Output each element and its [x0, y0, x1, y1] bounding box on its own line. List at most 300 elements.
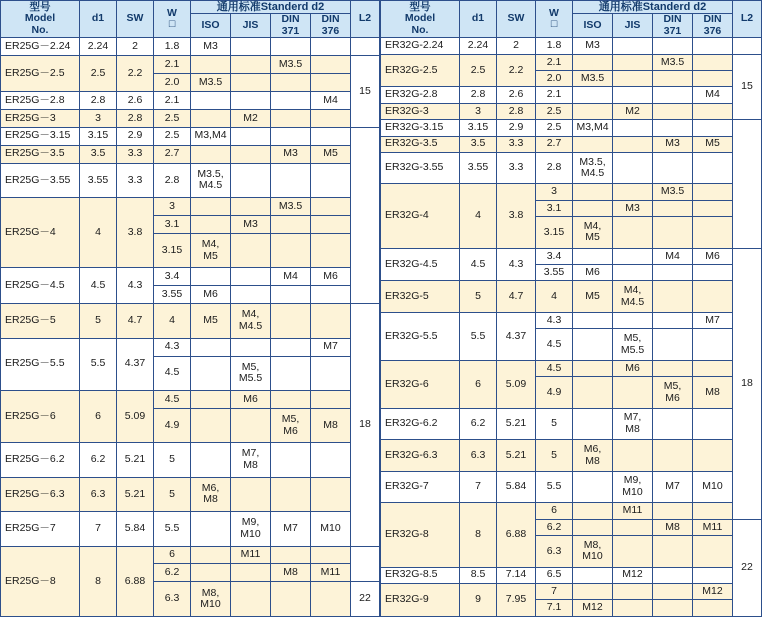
table-row	[1, 109, 380, 127]
cell-din371: M3	[271, 145, 311, 163]
cell-w: 5	[154, 443, 191, 477]
header-jis: JIS	[613, 14, 653, 38]
cell-iso	[191, 356, 231, 390]
cell-jis: M2	[231, 109, 271, 127]
cell-iso	[191, 91, 231, 109]
cell-jis	[613, 583, 653, 599]
cell-din376	[693, 70, 733, 86]
cell-w: 6.2	[536, 519, 573, 535]
cell-din376: M11	[693, 519, 733, 535]
cell-w: 2.1	[154, 91, 191, 109]
table-row	[1, 268, 380, 286]
cell-din376: M5	[693, 136, 733, 152]
cell-din376	[311, 127, 351, 145]
table-row	[381, 248, 762, 264]
cell-d1: 3.55	[80, 163, 117, 197]
cell-iso	[573, 200, 613, 216]
cell-l2: 22	[351, 582, 380, 617]
cell-l2	[733, 38, 762, 54]
cell-l2: 15	[733, 54, 762, 120]
cell-jis: M3	[613, 200, 653, 216]
cell-din371	[271, 127, 311, 145]
table-row	[381, 120, 762, 136]
header-model: 型号 Model No.	[381, 1, 460, 38]
cell-sw: 2.2	[497, 54, 536, 87]
cell-w: 2.5	[154, 109, 191, 127]
cell-l2	[351, 127, 380, 303]
cell-din371	[653, 152, 693, 184]
cell-din376	[693, 503, 733, 519]
cell-jis: M3	[231, 215, 271, 233]
cell-d1: 6	[460, 360, 497, 408]
cell-w: 6	[536, 503, 573, 519]
cell-iso: M3.5, M4.5	[573, 152, 613, 184]
cell-jis	[613, 600, 653, 617]
header-sw: SW	[117, 1, 154, 38]
header-din376: DIN 376	[693, 14, 733, 38]
cell-d1: 2.24	[460, 38, 497, 54]
cell-jis	[231, 74, 271, 92]
cell-d1: 3.5	[80, 145, 117, 163]
header-d1: d1	[460, 1, 497, 38]
cell-din376: M7	[693, 312, 733, 328]
cell-jis: M5, M5.5	[613, 329, 653, 361]
cell-iso	[573, 54, 613, 70]
table-row	[1, 145, 380, 163]
cell-d1: 6.3	[460, 440, 497, 472]
cell-model: ER25G－2.24	[1, 38, 80, 56]
cell-d1: 8	[460, 503, 497, 567]
cell-model: ER25G－5	[1, 304, 80, 338]
cell-iso	[191, 512, 231, 546]
cell-sw: 5.09	[497, 360, 536, 408]
cell-din371	[653, 38, 693, 54]
cell-l2: 18	[351, 304, 380, 546]
cell-din376	[693, 38, 733, 54]
header-model: 型号 Model No.	[1, 1, 80, 38]
table-header-er32g	[381, 1, 762, 38]
cell-model: ER25G－3.15	[1, 127, 80, 145]
cell-model: ER25G－2.8	[1, 91, 80, 109]
cell-sw: 3.3	[117, 163, 154, 197]
cell-w: 5.5	[154, 512, 191, 546]
cell-jis	[231, 268, 271, 286]
table-row	[381, 312, 762, 328]
table-row	[1, 443, 380, 477]
cell-sw: 2	[117, 38, 154, 56]
cell-din371	[271, 477, 311, 511]
cell-din376: M12	[693, 583, 733, 599]
cell-din371	[271, 215, 311, 233]
cell-w: 2.1	[536, 87, 573, 103]
cell-w: 7.1	[536, 600, 573, 617]
cell-w: 2.1	[536, 54, 573, 70]
cell-iso: M3	[573, 38, 613, 54]
cell-din376	[311, 74, 351, 92]
cell-w: 2.5	[536, 103, 573, 119]
cell-d1: 6	[80, 390, 117, 442]
cell-din371	[653, 360, 693, 376]
cell-din371: M5, M6	[653, 377, 693, 409]
cell-iso: M6, M8	[191, 477, 231, 511]
cell-din376	[311, 109, 351, 127]
cell-iso: M4, M5	[191, 233, 231, 267]
table-row	[381, 184, 762, 200]
cell-jis: M6	[231, 390, 271, 408]
cell-iso: M5	[191, 304, 231, 338]
cell-din376	[693, 217, 733, 249]
table-row	[381, 440, 762, 472]
cell-iso	[191, 546, 231, 564]
cell-w: 2.8	[536, 152, 573, 184]
cell-din376	[693, 184, 733, 200]
cell-w: 3.1	[154, 215, 191, 233]
cell-iso	[191, 564, 231, 582]
cell-iso: M6	[573, 265, 613, 281]
header-d1: d1	[80, 1, 117, 38]
cell-w: 3.15	[536, 217, 573, 249]
cell-w: 2.8	[154, 163, 191, 197]
cell-w: 5.5	[536, 471, 573, 503]
cell-w: 4.3	[536, 312, 573, 328]
cell-iso: M4, M5	[573, 217, 613, 249]
cell-din376	[311, 443, 351, 477]
cell-jis	[231, 564, 271, 582]
cell-din371	[653, 567, 693, 583]
cell-jis	[613, 217, 653, 249]
cell-din371: M4	[271, 268, 311, 286]
cell-iso	[191, 109, 231, 127]
cell-l2	[351, 38, 380, 56]
cell-model: ER25G－4.5	[1, 268, 80, 304]
cell-din376	[693, 265, 733, 281]
cell-din371	[271, 338, 311, 356]
cell-jis: M6	[613, 360, 653, 376]
cell-din376	[311, 286, 351, 304]
cell-d1: 9	[460, 583, 497, 616]
cell-jis: M9, M10	[613, 471, 653, 503]
header-w: W □	[536, 1, 573, 38]
header-standard: 通用标准Standerd d2	[191, 1, 351, 14]
cell-model: ER25G－4	[1, 198, 80, 268]
cell-d1: 4.5	[80, 268, 117, 304]
cell-iso	[191, 268, 231, 286]
cell-model: ER32G-8.5	[381, 567, 460, 583]
table-row	[381, 583, 762, 599]
cell-jis	[613, 120, 653, 136]
cell-iso	[191, 443, 231, 477]
cell-sw: 2.8	[117, 109, 154, 127]
cell-iso	[573, 567, 613, 583]
cell-din376: M5	[311, 145, 351, 163]
cell-d1: 8.5	[460, 567, 497, 583]
header-iso: ISO	[573, 14, 613, 38]
cell-iso	[191, 215, 231, 233]
cell-iso	[191, 145, 231, 163]
cell-iso	[191, 338, 231, 356]
cell-w: 2.7	[154, 145, 191, 163]
cell-d1: 6.2	[460, 408, 497, 440]
table-row	[1, 163, 380, 197]
table-row	[381, 54, 762, 70]
cell-w: 7	[536, 583, 573, 599]
cell-iso	[573, 471, 613, 503]
cell-jis	[231, 582, 271, 617]
cell-sw: 2	[497, 38, 536, 54]
cell-jis	[613, 248, 653, 264]
cell-sw: 3.3	[117, 145, 154, 163]
cell-din371	[271, 74, 311, 92]
cell-w: 4	[536, 281, 573, 313]
cell-d1: 3.15	[80, 127, 117, 145]
cell-din376	[311, 233, 351, 267]
header-iso: ISO	[191, 14, 231, 38]
cell-sw: 6.88	[497, 503, 536, 567]
cell-iso	[573, 329, 613, 361]
cell-din376	[311, 390, 351, 408]
cell-din376	[311, 38, 351, 56]
cell-model: ER25G－3	[1, 109, 80, 127]
cell-din371: M8	[653, 519, 693, 535]
table-row	[381, 281, 762, 313]
cell-w: 4.5	[154, 390, 191, 408]
cell-sw: 5.21	[497, 440, 536, 472]
cell-din376: M8	[311, 408, 351, 442]
cell-iso	[573, 136, 613, 152]
table-row	[1, 127, 380, 145]
header-sw: SW	[497, 1, 536, 38]
header-din376: DIN 376	[311, 14, 351, 38]
cell-d1: 8	[80, 546, 117, 616]
cell-sw: 5.09	[117, 390, 154, 442]
table-er32g	[380, 0, 762, 617]
cell-sw: 3.3	[497, 152, 536, 184]
cell-l2	[733, 120, 762, 249]
cell-din376: M10	[311, 512, 351, 546]
cell-sw: 2.2	[117, 56, 154, 92]
table-row	[381, 503, 762, 519]
cell-din371: M7	[653, 471, 693, 503]
cell-l2: 15	[351, 56, 380, 128]
cell-jis: M4, M4.5	[231, 304, 271, 338]
cell-model: ER25G－6.3	[1, 477, 80, 511]
cell-iso: M6	[191, 286, 231, 304]
cell-din371: M3.5	[653, 184, 693, 200]
cell-jis	[231, 91, 271, 109]
cell-sw: 2.6	[117, 91, 154, 109]
cell-iso: M12	[573, 600, 613, 617]
cell-model: ER25G－6.2	[1, 443, 80, 477]
cell-d1: 7	[460, 471, 497, 503]
cell-iso	[573, 360, 613, 376]
cell-iso	[191, 408, 231, 442]
cell-l2: 22	[733, 519, 762, 616]
cell-d1: 4	[80, 198, 117, 268]
cell-iso	[573, 312, 613, 328]
cell-d1: 5	[460, 281, 497, 313]
cell-jis	[231, 145, 271, 163]
cell-iso: M3	[191, 38, 231, 56]
cell-sw: 7.14	[497, 567, 536, 583]
cell-din371	[653, 503, 693, 519]
cell-iso: M3,M4	[191, 127, 231, 145]
cell-w: 6.2	[154, 564, 191, 582]
cell-d1: 6.3	[80, 477, 117, 511]
cell-sw: 4.3	[117, 268, 154, 304]
cell-din376	[311, 546, 351, 564]
cell-din371: M4	[653, 248, 693, 264]
cell-jis: M7, M8	[613, 408, 653, 440]
cell-din376	[311, 198, 351, 216]
cell-jis: M12	[613, 567, 653, 583]
cell-din376	[693, 536, 733, 568]
cell-d1: 2.8	[80, 91, 117, 109]
cell-din376	[693, 152, 733, 184]
cell-din371	[271, 109, 311, 127]
cell-model: ER32G-3.5	[381, 136, 460, 152]
cell-iso: M3.5, M4.5	[191, 163, 231, 197]
cell-w: 4.5	[536, 329, 573, 361]
cell-sw: 2.6	[497, 87, 536, 103]
cell-model: ER32G-3.15	[381, 120, 460, 136]
cell-iso: M8, M10	[191, 582, 231, 617]
cell-d1: 2.24	[80, 38, 117, 56]
cell-sw: 3.3	[497, 136, 536, 152]
table-row	[381, 360, 762, 376]
cell-sw: 2.9	[117, 127, 154, 145]
cell-d1: 2.5	[460, 54, 497, 87]
cell-jis	[231, 233, 271, 267]
cell-din371	[271, 286, 311, 304]
cell-sw: 4.3	[497, 248, 536, 281]
cell-w: 5	[536, 440, 573, 472]
table-row	[381, 38, 762, 54]
cell-din371	[271, 443, 311, 477]
cell-w: 4.5	[536, 360, 573, 376]
cell-iso	[191, 390, 231, 408]
cell-d1: 5.5	[80, 338, 117, 390]
cell-jis	[613, 54, 653, 70]
cell-sw: 7.95	[497, 583, 536, 616]
cell-din376	[311, 356, 351, 390]
cell-jis	[613, 377, 653, 409]
cell-din376	[693, 329, 733, 361]
cell-iso: M6, M8	[573, 440, 613, 472]
cell-jis	[613, 38, 653, 54]
table-row	[381, 408, 762, 440]
cell-w: 6.3	[154, 582, 191, 617]
cell-w: 5	[536, 408, 573, 440]
cell-w: 3	[536, 184, 573, 200]
cell-model: ER25G－2.5	[1, 56, 80, 92]
cell-w: 1.8	[536, 38, 573, 54]
cell-din371	[653, 329, 693, 361]
cell-w: 2.5	[536, 120, 573, 136]
cell-l2: 18	[733, 248, 762, 519]
cell-din371	[271, 582, 311, 617]
cell-jis	[613, 312, 653, 328]
cell-model: ER25G－5.5	[1, 338, 80, 390]
cell-d1: 3	[460, 103, 497, 119]
cell-din371	[653, 103, 693, 119]
cell-din376	[693, 54, 733, 70]
table-row	[381, 152, 762, 184]
cell-din376: M11	[311, 564, 351, 582]
cell-din376	[693, 200, 733, 216]
cell-sw: 2.8	[497, 103, 536, 119]
cell-model: ER25G－3.5	[1, 145, 80, 163]
cell-jis	[231, 477, 271, 511]
cell-d1: 5.5	[460, 312, 497, 360]
cell-din376	[311, 56, 351, 74]
cell-din371	[271, 233, 311, 267]
cell-d1: 2.8	[460, 87, 497, 103]
table-row	[1, 198, 380, 216]
cell-din371	[653, 265, 693, 281]
cell-sw: 5.84	[117, 512, 154, 546]
cell-iso	[191, 198, 231, 216]
cell-d1: 6.2	[80, 443, 117, 477]
cell-w: 2.7	[536, 136, 573, 152]
cell-jis	[231, 198, 271, 216]
cell-sw: 5.21	[497, 408, 536, 440]
cell-jis: M5, M5.5	[231, 356, 271, 390]
header-jis: JIS	[231, 14, 271, 38]
cell-din371	[653, 536, 693, 568]
cell-iso	[573, 583, 613, 599]
cell-din371	[653, 312, 693, 328]
cell-w: 2.0	[536, 70, 573, 86]
table-header-er25g	[1, 1, 380, 38]
table-row	[1, 38, 380, 56]
cell-din371: M5, M6	[271, 408, 311, 442]
cell-w: 4.9	[154, 408, 191, 442]
cell-din371	[653, 281, 693, 313]
cell-jis: M7, M8	[231, 443, 271, 477]
cell-w: 1.8	[154, 38, 191, 56]
cell-iso: M3.5	[191, 74, 231, 92]
cell-w: 3.55	[536, 265, 573, 281]
cell-sw: 5.21	[117, 477, 154, 511]
cell-iso: M3,M4	[573, 120, 613, 136]
cell-jis	[613, 70, 653, 86]
header-din371: DIN 371	[271, 14, 311, 38]
cell-din371	[653, 217, 693, 249]
cell-din376	[693, 281, 733, 313]
cell-din376	[693, 120, 733, 136]
cell-din376	[693, 408, 733, 440]
cell-model: ER32G-6.2	[381, 408, 460, 440]
cell-sw: 3.8	[497, 184, 536, 248]
cell-w: 4	[154, 304, 191, 338]
table-row	[1, 390, 380, 408]
cell-jis	[613, 136, 653, 152]
cell-w: 3	[154, 198, 191, 216]
cell-sw: 2.9	[497, 120, 536, 136]
cell-din371: M3.5	[271, 198, 311, 216]
cell-jis	[231, 338, 271, 356]
cell-w: 4.3	[154, 338, 191, 356]
cell-model: ER32G-4	[381, 184, 460, 248]
cell-jis	[613, 87, 653, 103]
cell-din371	[653, 200, 693, 216]
cell-model: ER25G－7	[1, 512, 80, 546]
cell-din371	[271, 546, 311, 564]
cell-din371	[271, 356, 311, 390]
table-row	[1, 477, 380, 511]
cell-w: 3.4	[536, 248, 573, 264]
cell-d1: 4.5	[460, 248, 497, 281]
